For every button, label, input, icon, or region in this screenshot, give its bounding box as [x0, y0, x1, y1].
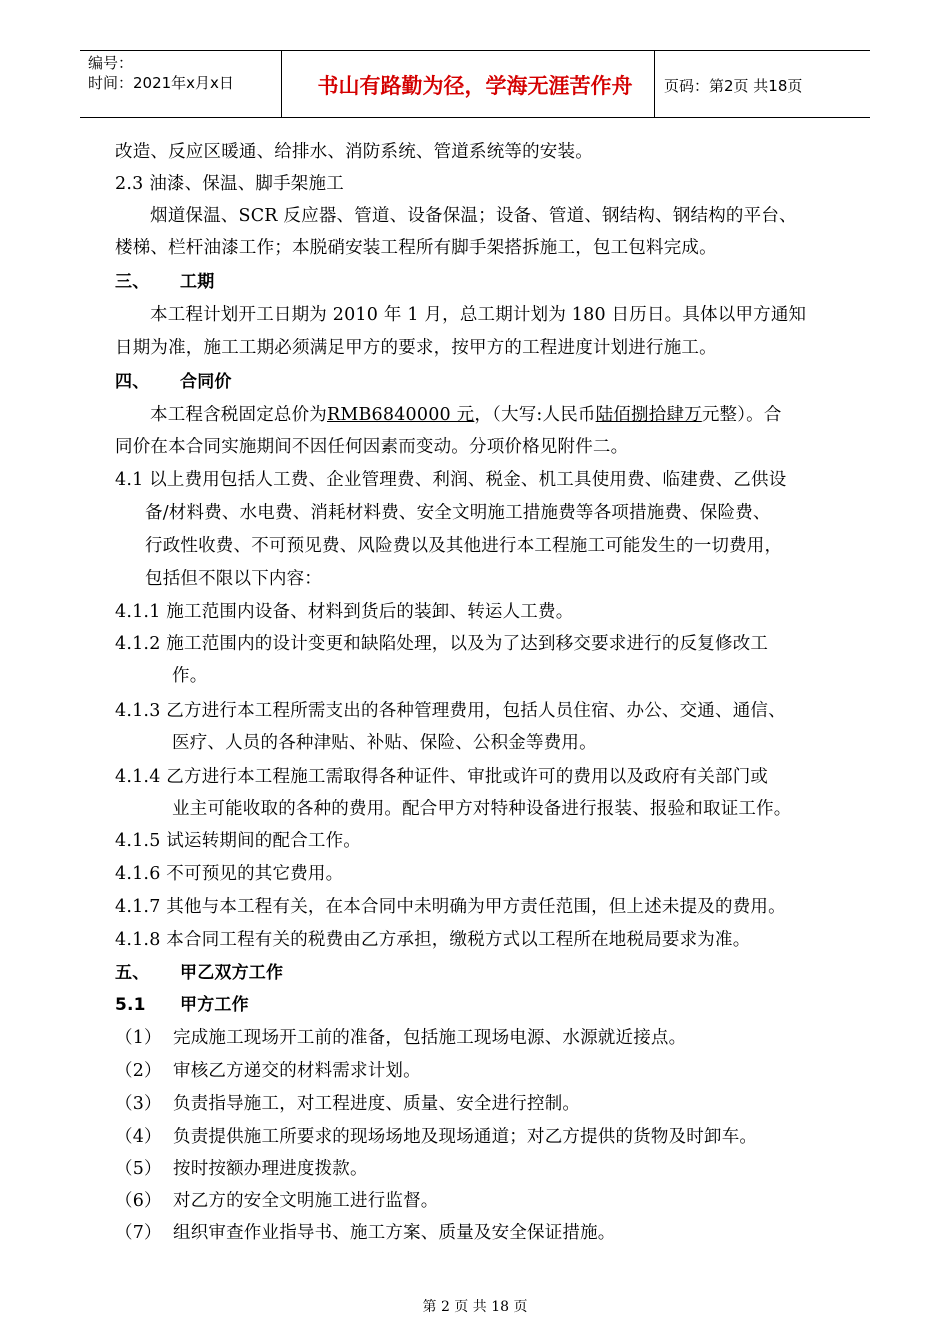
list-item-number: （2）	[115, 1061, 162, 1081]
clause-line: 4.1.6 不可预见的其它费用。	[115, 864, 344, 884]
header-top-rule	[80, 50, 870, 51]
subsection-number: 5.1	[115, 995, 146, 1015]
section-title: 甲乙双方工作	[180, 963, 284, 983]
list-item	[115, 1189, 439, 1213]
body-line: 楼梯、栏杆油漆工作；本脱硝安装工程所有脚手架搭拆施工，包工包料完成。	[115, 238, 717, 258]
list-item-text: 负责指导施工，对工程进度、质量、安全进行控制。	[173, 1094, 581, 1114]
list-item	[115, 1059, 421, 1083]
header-divider-left	[281, 50, 282, 118]
list-item-number: （5）	[115, 1159, 162, 1179]
list-item-text: 审核乙方递交的材料需求计划。	[173, 1061, 421, 1081]
clause-line: 4.1 以上费用包括人工费、企业管理费、利润、税金、机工具使用费、临建费、乙供设	[115, 470, 787, 490]
clause-line: 业主可能收取的各种的费用。配合甲方对特种设备进行报装、报验和取证工作。	[172, 799, 792, 819]
list-item	[115, 1092, 580, 1116]
list-item-text: 按时按额办理进度拨款。	[173, 1159, 368, 1179]
body-line: 同价在本合同实施期间不因任何因素而变动。分项价格见附件二。	[115, 437, 629, 457]
clause-line: 4.1.2 施工范围内的设计变更和缺陷处理，以及为了达到移交要求进行的反复修改工	[115, 634, 769, 654]
header-page-label: 页码：第2页 共18页	[664, 77, 803, 95]
subsection-title: 甲方工作	[180, 995, 249, 1015]
list-item-text: 对乙方的安全文明施工进行监督。	[173, 1191, 439, 1211]
section-number: 五、	[115, 963, 150, 983]
page-footer: 第 2 页 共 18 页	[422, 1299, 528, 1315]
section-number: 三、	[115, 272, 150, 292]
price-text: 元整）。合	[701, 405, 782, 425]
list-item	[115, 1125, 757, 1149]
clause-line: 备/材料费、水电费、消耗材料费、安全文明施工措施费等各项措施费、保险费、	[145, 503, 771, 523]
section-number: 四、	[115, 372, 150, 392]
header-time-label: 时间：2021年x月x日	[88, 74, 234, 92]
clause-line: 4.1.4 乙方进行本工程施工需取得各种证件、审批或许可的费用以及政府有关部门或	[115, 767, 769, 787]
price-amount-words: 陆佰捌拾肆万	[595, 405, 702, 425]
subsection-heading: 2.3 油漆、保温、脚手架施工	[115, 174, 344, 194]
clause-line: 4.1.7 其他与本工程有关，在本合同中未明确为甲方责任范围，但上述未提及的费用。	[115, 897, 786, 917]
section-title: 合同价	[180, 372, 232, 392]
clause-line: 包括但不限以下内容：	[145, 569, 322, 589]
body-line: 本工程计划开工日期为 2010 年 1 月，总工期计划为 180 日历日。具体以甲方通知	[150, 305, 807, 325]
list-item-number: （6）	[115, 1191, 162, 1211]
list-item-text: 组织审查作业指导书、施工方案、质量及安全保证措施。	[173, 1223, 616, 1243]
clause-line: 4.1.8 本合同工程有关的税费由乙方承担，缴税方式以工程所在地税局要求为准。	[115, 930, 751, 950]
price-text: ，（大写:人民币	[474, 405, 596, 425]
body-line: 改造、反应区暖通、给排水、消防系统、管道系统等的安装。	[115, 142, 593, 162]
clause-line: 4.1.1 施工范围内设备、材料到货后的装卸、转运人工费。	[115, 602, 574, 622]
clause-line: 4.1.3 乙方进行本工程所需支出的各种管理费用，包括人员住宿、办公、交通、通信、	[115, 701, 786, 721]
list-item	[115, 1157, 368, 1181]
clause-line: 4.1.5 试运转期间的配合工作。	[115, 831, 361, 851]
list-item-text: 负责提供施工所要求的现场场地及现场通道；对乙方提供的货物及时卸车。	[173, 1127, 758, 1147]
list-item-number: （1）	[115, 1028, 162, 1048]
list-item	[115, 1221, 616, 1245]
header-number-label: 编号：	[88, 54, 134, 72]
list-item	[115, 1026, 686, 1050]
price-amount: RMB6840000 元	[327, 405, 475, 425]
clause-line: 行政性收费、不可预见费、风险费以及其他进行本工程施工可能发生的一切费用，	[145, 536, 783, 556]
body-line: 日期为准，施工工期必须满足甲方的要求，按甲方的工程进度计划进行施工。	[115, 338, 717, 358]
clause-line: 作。	[172, 666, 208, 686]
header-motto: 书山有路勤为径，学海无涯苦作舟	[317, 74, 633, 98]
list-item-number: （3）	[115, 1094, 162, 1114]
list-item-text: 完成施工现场开工前的准备，包括施工现场电源、水源就近接点。	[173, 1028, 687, 1048]
header-bottom-rule	[80, 117, 870, 118]
section-title: 工期	[180, 272, 215, 292]
list-item-number: （7）	[115, 1223, 162, 1243]
clause-line: 医疗、人员的各种津贴、补贴、保险、公积金等费用。	[172, 733, 597, 753]
price-text: 本工程含税固定总价为	[150, 405, 327, 425]
body-line: 烟道保温、SCR 反应器、管道、设备保温；设备、管道、钢结构、钢结构的平台、	[150, 206, 797, 226]
contract-price-line	[150, 403, 782, 427]
list-item-number: （4）	[115, 1127, 162, 1147]
